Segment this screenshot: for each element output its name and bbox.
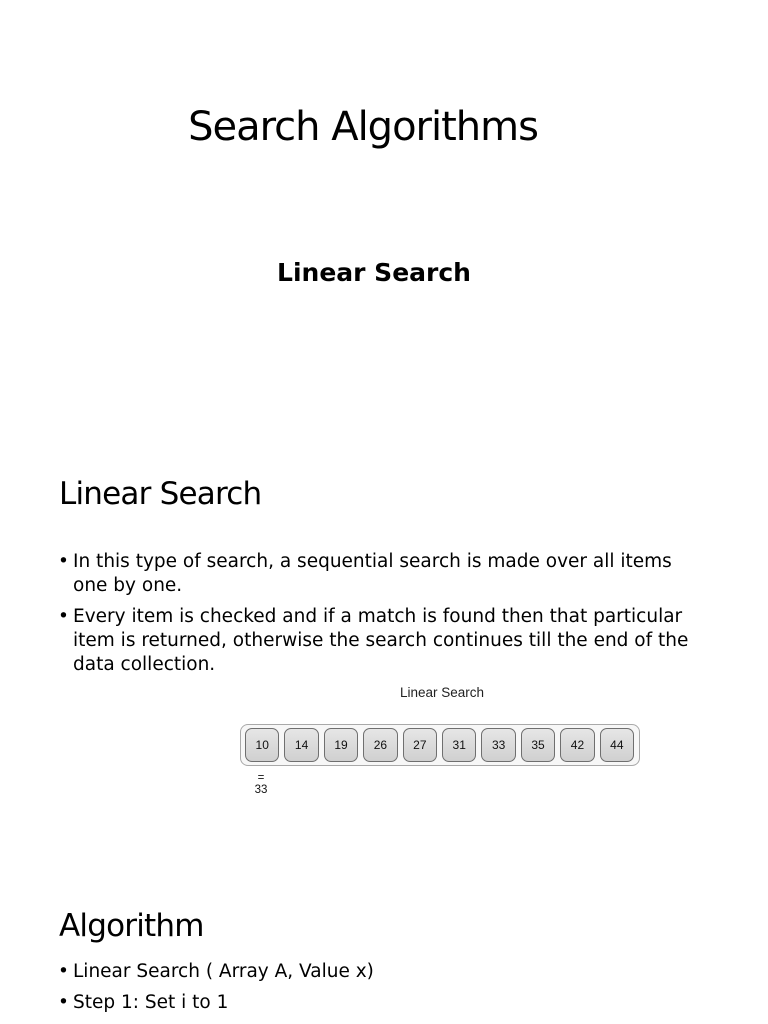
section-heading: Linear Search bbox=[59, 476, 262, 512]
array-cell: 44 bbox=[600, 728, 634, 762]
array-cell: 42 bbox=[560, 728, 594, 762]
array-cell: 27 bbox=[403, 728, 437, 762]
comparison-symbol: = bbox=[257, 772, 265, 784]
bullet-item: • In this type of search, a sequential search is made over all items one by one. bbox=[58, 550, 708, 598]
array-cell: 10 bbox=[245, 728, 279, 762]
linear-search-figure bbox=[240, 685, 644, 805]
title-slide bbox=[0, 0, 768, 430]
array-container bbox=[240, 724, 640, 766]
array-cell: 14 bbox=[284, 728, 318, 762]
bullet-list bbox=[58, 960, 708, 1022]
bullet-item: • Step 1: Set i to 1 bbox=[58, 991, 708, 1015]
linear-search-slide bbox=[0, 440, 768, 870]
search-marker bbox=[250, 772, 272, 796]
array-cell: 31 bbox=[442, 728, 476, 762]
array-cell: 35 bbox=[521, 728, 555, 762]
array-cell: 26 bbox=[363, 728, 397, 762]
bullet-item: • Every item is checked and if a match is found then that particular item is returned, otherwise the search continues till the end of the data collection. bbox=[58, 605, 708, 677]
bullet-list bbox=[58, 550, 708, 684]
section-heading: Algorithm bbox=[59, 908, 204, 944]
algorithm-slide bbox=[0, 875, 768, 1024]
array-cell: 33 bbox=[481, 728, 515, 762]
deck-subtitle: Linear Search bbox=[277, 258, 471, 287]
search-value: 33 bbox=[254, 784, 268, 796]
bullet-item: • Linear Search ( Array A, Value x) bbox=[58, 960, 708, 984]
array-cell: 19 bbox=[324, 728, 358, 762]
figure-caption: Linear Search bbox=[399, 685, 485, 700]
deck-title: Search Algorithms bbox=[188, 104, 538, 150]
